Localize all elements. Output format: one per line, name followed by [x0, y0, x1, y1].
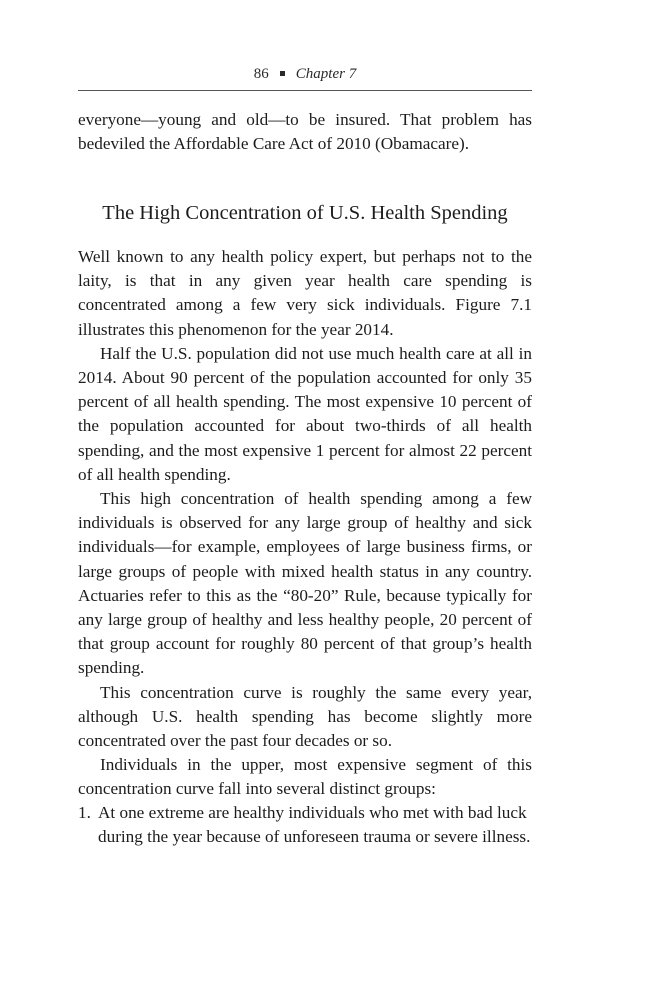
- continuation-paragraph: everyone—young and old—to be insured. That problem has bedeviled the Affordable Care Act of 2010 (Obamacare).: [78, 110, 532, 154]
- numbered-list: [78, 801, 532, 849]
- paragraph-2: Half the U.S. population did not use much health care at all in 2014. About 90 percent of the population accounted for only 35 percent of all health spending. The most expensive 10 percent of the population accounted for about two-thirds of all health spending, and the most expensive 1 percent for almost 22 percent of all health spending.: [78, 343, 532, 484]
- paragraph-5: Individuals in the upper, most expensive segment of this concentration curve fall into several distinct groups:: [78, 755, 532, 799]
- paragraph-1: Well known to any health policy expert, but perhaps not to the laity, is that in any given year health care spending is concentrated among a few very sick individuals. Figure 7.1 illustrates this phenomenon for the year 2014.: [78, 247, 532, 339]
- running-head: [78, 64, 532, 84]
- paragraph-4: This concentration curve is roughly the same every year, although U.S. health spending has become slightly more concentrated over the past four decades or so.: [78, 682, 532, 751]
- list-item-text: At one extreme are healthy individuals who met with bad luck during the year because of unforeseen trauma or severe illness.: [98, 803, 531, 847]
- list-item: [78, 801, 532, 849]
- list-item-number: 1.: [78, 803, 91, 822]
- section-body: [78, 245, 532, 802]
- separator-square-icon: [280, 71, 285, 76]
- chapter-title: Chapter 7: [295, 66, 357, 82]
- header-rule: [78, 90, 532, 91]
- page-number: 86: [253, 66, 269, 82]
- paragraph-3: This high concentration of health spending among a few individuals is observed for any large group of healthy and sick individuals—for example, employees of large business firms, or large groups of people with mixed health status in any country. Actuaries refer to this as the “80-20” Rule, because typically for any large group of healthy and less healthy people, 20 percent of that group account for roughly 80 percent of that group’s health spending.: [78, 489, 532, 678]
- section-heading: The High Concentration of U.S. Health Spending: [102, 202, 508, 224]
